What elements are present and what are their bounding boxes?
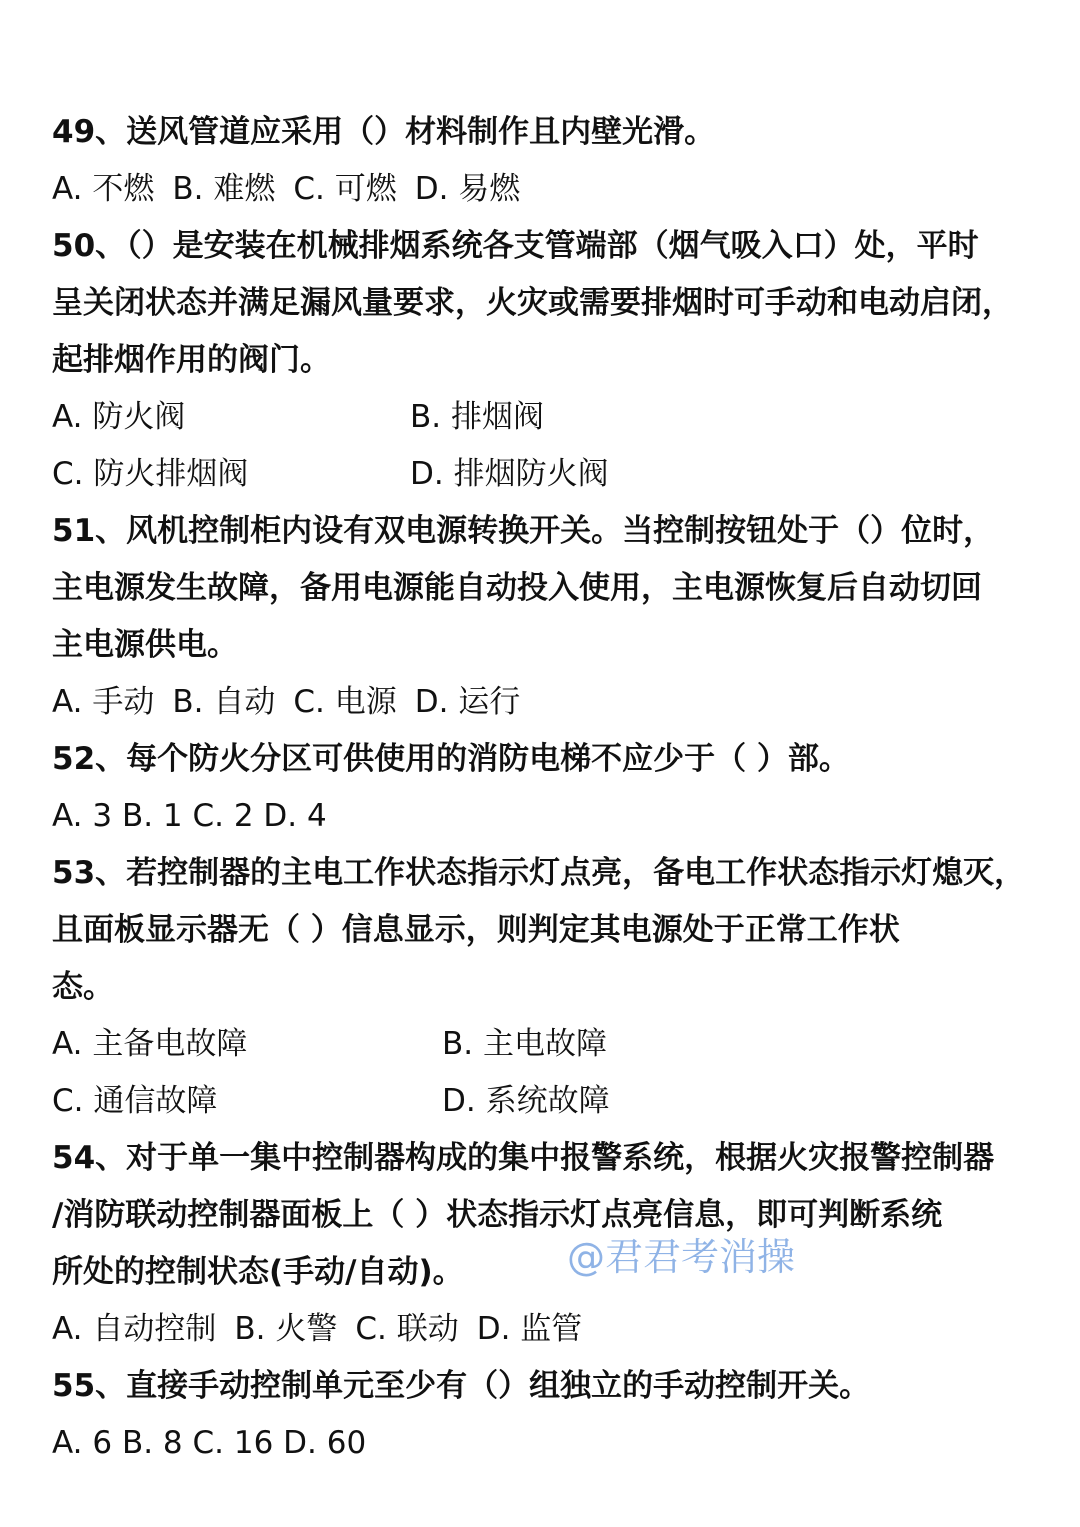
question-54-options [52,1301,1042,1358]
question-55 [52,1358,1042,1472]
option-a: A. 防火阀 [52,399,186,435]
option-c: C. 防火排烟阀 [52,456,249,492]
question-54 [52,1130,1042,1358]
question-51-text: 51、风机控制柜内设有双电源转换开关。当控制按钮处于（）位时， 主电源发生故障，备用电源能自动投入使用，主电源恢复后自动切回 主电源供电。 [52,513,995,663]
option-d: D. 易燃 [414,171,521,207]
option-b: B. 主电故障 [442,1026,607,1062]
question-55-options: A. 6 B. 8 C. 16 D. 60 [52,1425,367,1461]
question-51 [52,503,1042,731]
option-b: B. 火警 [234,1311,338,1347]
option-b: B. 排烟阀 [410,399,544,435]
question-52-options: A. 3 B. 1 C. 2 D. 4 [52,798,327,834]
watermark: @君君考消操 [567,1235,796,1279]
question-50 [52,218,1042,503]
question-50-options [52,389,1042,503]
option-b: B. 自动 [172,684,276,720]
option-a: A. 主备电故障 [52,1026,248,1062]
question-53-options [52,1016,1042,1130]
question-53-text: 53、若控制器的主电工作状态指示灯点亮，备电工作状态指示灯熄灭， 且面板显示器无（ ）信息显示，则判定其电源处于正常工作状 态。 [52,855,1026,1005]
question-49-text: 49、送风管道应采用（）材料制作且内壁光滑。 [52,114,716,150]
question-52-text: 52、每个防火分区可供使用的消防电梯不应少于（ ）部。 [52,741,850,777]
option-c: C. 通信故障 [52,1083,218,1119]
option-c: C. 电源 [293,684,397,720]
question-list [52,104,1042,1472]
option-a: A. 自动控制 [52,1311,217,1347]
option-b: B. 难燃 [172,171,276,207]
option-d: D. 排烟防火阀 [410,456,609,492]
option-c: C. 可燃 [293,171,397,207]
option-d: D. 监管 [476,1311,583,1347]
question-52 [52,731,1042,845]
option-d: D. 运行 [414,684,521,720]
question-55-text: 55、直接手动控制单元至少有（）组独立的手动控制开关。 [52,1368,871,1404]
option-a: A. 手动 [52,684,155,720]
question-50-text: 50、（）是安装在机械排烟系统各支管端部（烟气吸入口）处，平时 呈关闭状态并满足漏风量要求，火灾或需要排烟时可手动和电动启闭， 起排烟作用的阀门。 [52,228,1013,378]
option-c: C. 联动 [355,1311,459,1347]
question-51-options [52,674,1042,731]
question-49-options [52,161,1042,218]
option-d: D. 系统故障 [442,1083,610,1119]
option-a: A. 不燃 [52,171,155,207]
question-49 [52,104,1042,218]
question-53 [52,845,1042,1130]
question-54-text: 54、对于单一集中控制器构成的集中报警系统，根据火灾报警控制器 /消防联动控制器面板上（ ）状态指示灯点亮信息，即可判断系统 所处的控制状态(手动/自动)。 [52,1140,995,1290]
